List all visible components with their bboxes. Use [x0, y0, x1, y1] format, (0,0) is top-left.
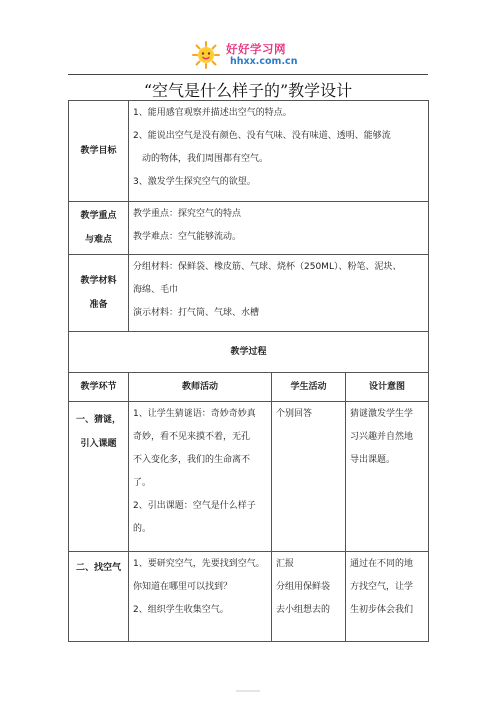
goals-label-text: 教学目标	[80, 146, 117, 156]
stage-row	[69, 552, 429, 642]
materials-row	[69, 255, 429, 332]
goal-item: 动的物体，我们周围都有空气。	[142, 154, 269, 164]
site-logo[interactable]	[192, 41, 312, 71]
intent-line: 习兴趣并自然地	[350, 432, 414, 442]
teacher-activity	[129, 402, 272, 552]
brand-name: 好好学习网	[226, 42, 286, 56]
student-line: 分组用保鲜袋	[276, 582, 331, 592]
header-student: 学生活动	[272, 373, 346, 402]
materials-item: 分组材料：保鲜袋、橡皮筋、气球、烧杯（250ML）、粉笔、泥块、	[133, 262, 402, 272]
teacher-line: 2、引出课题：空气是什么样子	[133, 501, 256, 511]
intent-line: 导出课题。	[350, 455, 396, 465]
focus-item: 教学重点：探究空气的特点	[133, 209, 242, 219]
focus-label-line: 与难点	[84, 235, 112, 245]
goal-item: 3、激发学生探究空气的欲望。	[133, 177, 256, 187]
header-rule	[68, 74, 428, 75]
teacher-line: 2、组织学生收集空气。	[133, 605, 229, 615]
stage-name	[69, 552, 129, 642]
brand-url: hhxx.com.cn	[230, 56, 298, 67]
stage-name-line: 一、猜谜，	[75, 415, 121, 425]
process-header-row	[69, 373, 429, 402]
process-title: 教学过程	[69, 332, 429, 373]
stage-name-line: 引入课题	[80, 439, 117, 449]
goals-label	[69, 101, 129, 202]
student-activity	[272, 402, 346, 552]
teacher-line: 你知道在哪里可以找到？	[133, 582, 233, 592]
materials-item: 海绵、毛巾	[133, 285, 179, 295]
goal-item: 2、能说出空气是没有颜色、没有气味、没有味道、透明、能够流	[133, 131, 391, 141]
teacher-line: 不入变化多，我们的生命离不	[133, 455, 251, 465]
lesson-plan-table	[68, 100, 429, 642]
intent-line: 生初步体会我们	[350, 605, 414, 615]
intent-line: 通过在不同的地	[350, 559, 414, 569]
student-line: 去小组想去的	[276, 605, 331, 615]
materials-item: 演示材料：打气筒、气球、水槽	[133, 308, 260, 318]
materials-label-line: 教学材料	[80, 276, 117, 286]
teacher-line: 1、让学生猜谜语：奇妙奇妙真	[133, 409, 256, 419]
teacher-line: 1、要研究空气，先要找到空气。	[133, 559, 265, 569]
intent-line: 方找空气，让学	[350, 582, 414, 592]
document-title: “空气是什么样子的”教学设计	[143, 81, 353, 100]
teacher-line: 了。	[133, 478, 152, 488]
student-line: 汇报	[276, 559, 295, 569]
header-stage: 教学环节	[69, 373, 129, 402]
stage-name-line: 二、找空气	[75, 563, 121, 573]
materials-content	[129, 255, 429, 332]
footer-mark	[236, 690, 260, 692]
focus-content	[129, 202, 429, 255]
focus-label-line: 教学重点	[80, 211, 117, 221]
header-teacher: 教师活动	[129, 373, 272, 402]
stage-row	[69, 402, 429, 552]
goals-content	[129, 101, 429, 202]
materials-label	[69, 255, 129, 332]
stage-name	[69, 402, 129, 552]
teacher-line: 的。	[133, 524, 152, 534]
focus-item: 教学难点：空气能够流动。	[133, 232, 242, 242]
materials-label-line: 准备	[89, 300, 108, 310]
student-activity	[272, 552, 346, 642]
intent-line: 猜谜激发学生学	[350, 409, 414, 419]
goals-row	[69, 101, 429, 202]
teacher-activity	[129, 552, 272, 642]
student-line: 个别回答	[276, 409, 313, 419]
process-title-row	[69, 332, 429, 373]
teacher-line: 奇妙，看不见来摸不着，无孔	[133, 432, 251, 442]
sun-mascot-icon	[192, 41, 220, 69]
design-intent	[346, 552, 429, 642]
design-intent	[346, 402, 429, 552]
focus-row	[69, 202, 429, 255]
header-intent: 设计意图	[346, 373, 429, 402]
focus-label	[69, 202, 129, 255]
goal-item: 1、能用感官观察并描述出空气的特点。	[133, 108, 292, 118]
